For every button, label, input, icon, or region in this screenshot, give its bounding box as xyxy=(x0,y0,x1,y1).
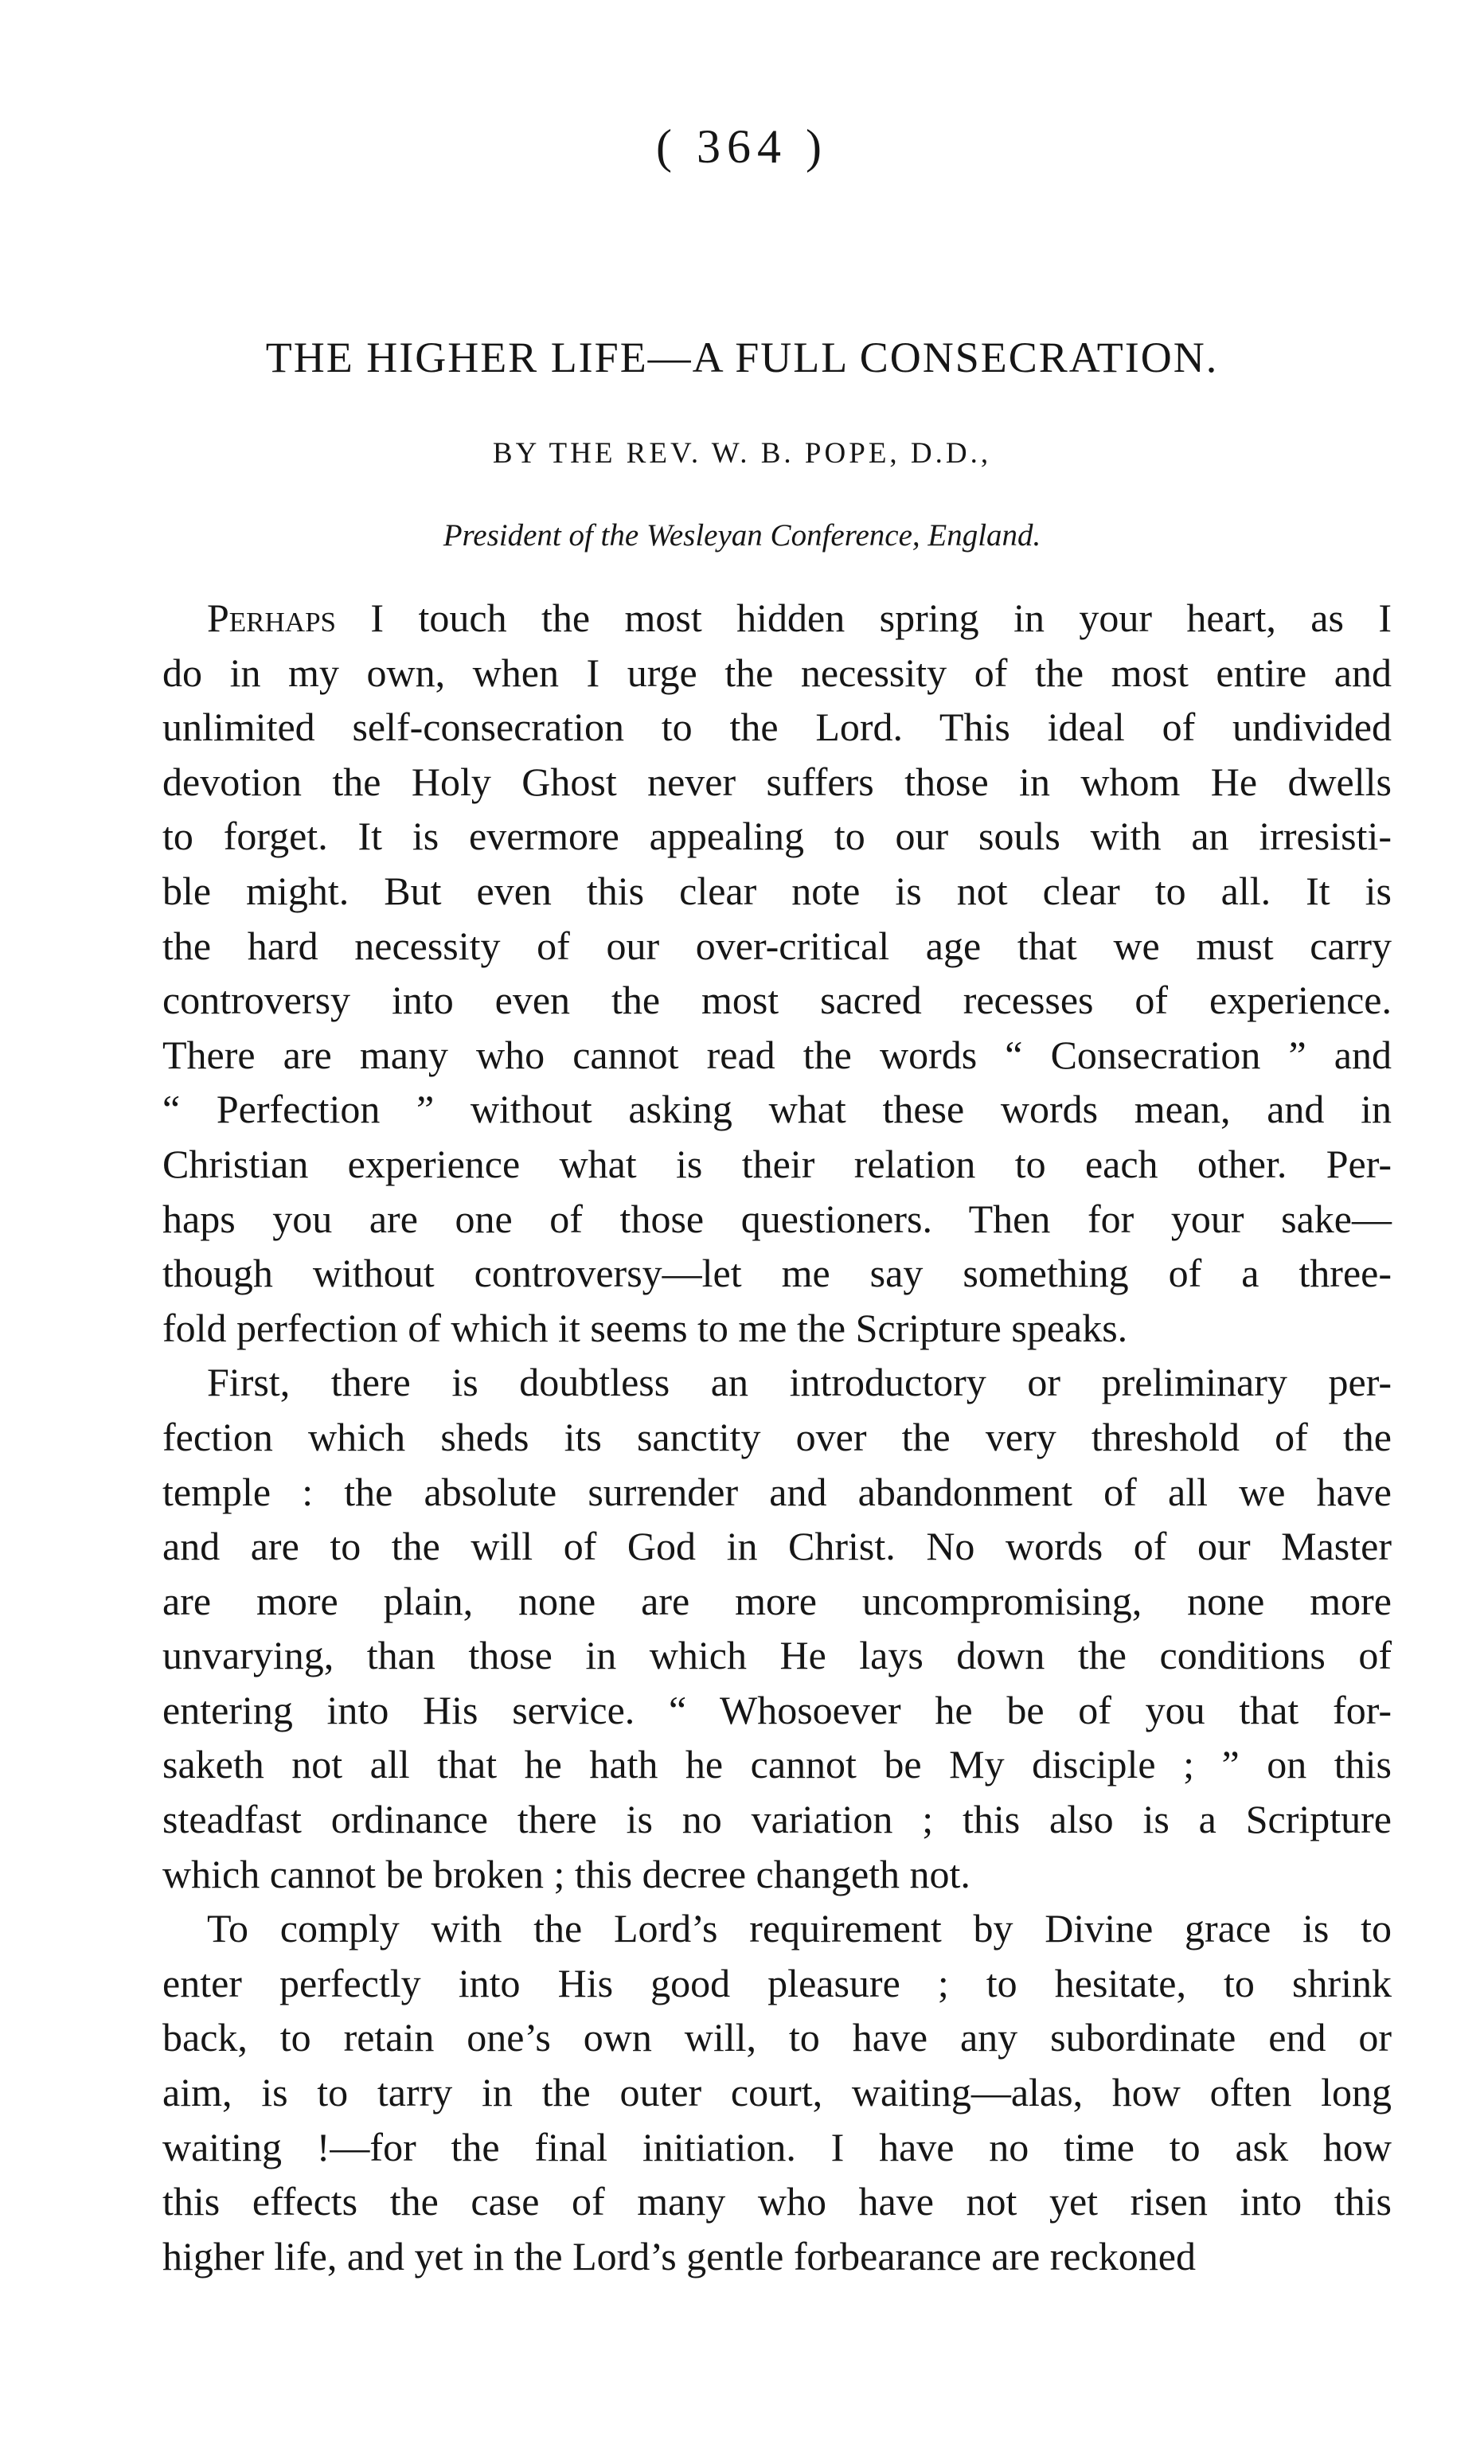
paragraph-1 xyxy=(162,591,1392,1355)
author-affiliation: President of the Wesleyan Conference, England. xyxy=(443,518,1041,553)
text-line: entering into His service. “ Whosoever he be of you that for- xyxy=(162,1687,1392,1732)
text-line: ble might. But even this clear note is not clear to all. It is xyxy=(162,868,1392,913)
text-line-content: I touch the most hidden spring in your heart, as I xyxy=(336,595,1392,640)
text-line: controversy into even the most sacred recesses of experience. xyxy=(162,978,1392,1023)
text-line: to forget. It is evermore appealing to our souls with an irresisti- xyxy=(162,814,1392,859)
text-line: this effects the case of many who have not yet risen into this xyxy=(162,2179,1392,2224)
text-line: First, there is doubtless an introductory or preliminary per- xyxy=(207,1360,1392,1405)
paragraph-3 xyxy=(162,1901,1392,2283)
text-line: unvarying, than those in which He lays down the conditions of xyxy=(162,1633,1392,1678)
text-line: the hard necessity of our over-critical age that we must carry xyxy=(162,923,1392,968)
text-line: are more plain, none are more uncompromising, none more xyxy=(162,1578,1392,1623)
paragraph-2 xyxy=(162,1355,1392,1901)
text-line: waiting !—for the final initiation. I have no time to ask how xyxy=(162,2124,1392,2169)
text-line: steadfast ordinance there is no variation ; this also is a Scripture xyxy=(162,1797,1392,1842)
text-line: enter perfectly into His good pleasure ; to hesitate, to shrink xyxy=(162,1960,1392,2005)
text-line: “ Perfection ” without asking what these words mean, and in xyxy=(162,1087,1392,1132)
author-byline: BY THE REV. W. B. POPE, D.D., xyxy=(492,437,992,470)
text-line: devotion the Holy Ghost never suffers those in whom He dwells xyxy=(162,759,1392,804)
article-body xyxy=(162,591,1392,2283)
text-line xyxy=(162,591,1392,646)
text-line: There are many who cannot read the words “ Consecration ” and xyxy=(162,1032,1392,1077)
text-line: which cannot be broken ; this decree changeth not. xyxy=(162,1851,970,1896)
text-line: To comply with the Lord’s requirement by Divine grace is to xyxy=(207,1906,1392,1951)
text-line: back, to retain one’s own will, to have any subordinate end or xyxy=(162,2015,1392,2060)
text-line: higher life, and yet in the Lord’s gentle forbearance are reckoned xyxy=(162,2233,1196,2279)
article-title: THE HIGHER LIFE—A FULL CONSECRATION. xyxy=(265,334,1219,381)
text-line: fold perfection of which it seems to me the Scripture speaks. xyxy=(162,1305,1128,1350)
text-line: do in my own, when I urge the necessity of the most entire and xyxy=(162,650,1392,695)
lead-word: Perhaps xyxy=(207,595,337,640)
text-line: and are to the will of God in Christ. No words of our Master xyxy=(162,1524,1392,1569)
text-line: unlimited self-consecration to the Lord. This ideal of undivided xyxy=(162,705,1392,750)
text-line: temple : the absolute surrender and abandonment of all we have xyxy=(162,1469,1392,1514)
text-line: Christian experience what is their relation to each other. Per- xyxy=(162,1141,1392,1186)
page-number: ( 364 ) xyxy=(656,120,828,173)
text-line: saketh not all that he hath he cannot be My disciple ; ” on this xyxy=(162,1742,1392,1787)
text-line: though without controversy—let me say something of a three- xyxy=(162,1251,1392,1296)
text-line: fection which sheds its sanctity over the very threshold of the xyxy=(162,1414,1392,1459)
text-line: haps you are one of those questioners. Then for your sake— xyxy=(162,1196,1392,1241)
text-line: aim, is to tarry in the outer court, waiting—alas, how often long xyxy=(162,2070,1392,2115)
